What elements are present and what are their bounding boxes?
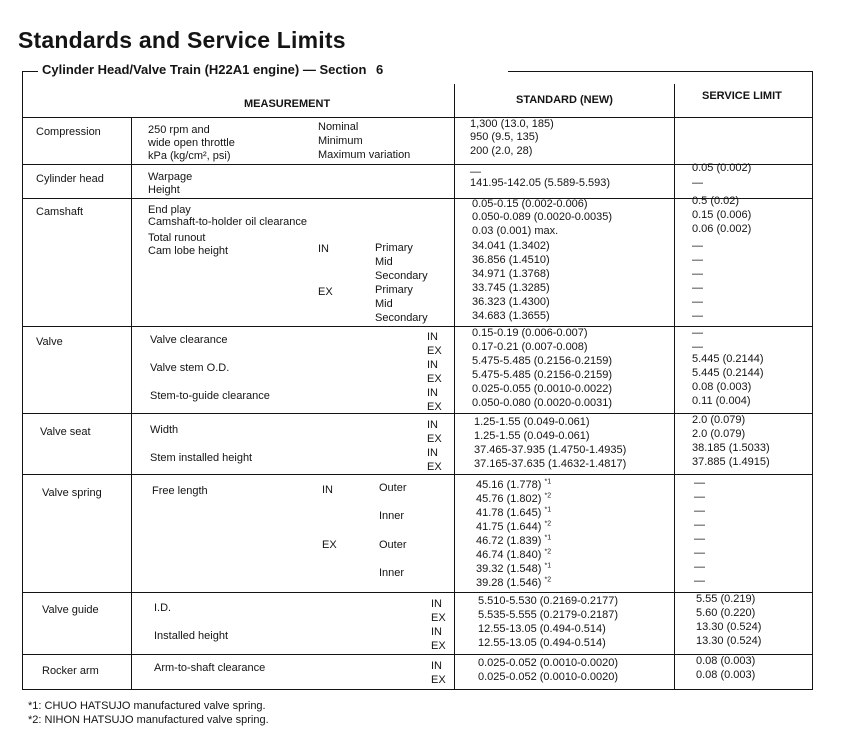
valve-spring-limit: — xyxy=(694,561,705,573)
camshaft-limit: — xyxy=(692,268,703,280)
valve-spring-std: 45.76 (1.802) $^{*2}$ xyxy=(476,492,552,505)
valve-spring-std: 45.16 (1.778) $^{*1}$ xyxy=(476,478,552,491)
valve-guide-item: I.D. xyxy=(154,602,172,614)
row-label-valve-seat: Valve seat xyxy=(40,426,91,438)
rocker-arm-std: 0.025-0.052 (0.0010-0.0020) xyxy=(478,671,619,683)
valve-side: EX xyxy=(427,345,442,357)
row-divider xyxy=(22,654,813,655)
header-standard: STANDARD (NEW) xyxy=(516,94,613,106)
compression-desc: wide open throttle xyxy=(148,137,235,149)
valve-guide-limit: 13.30 (0.524) xyxy=(696,621,762,633)
cylinder-head-item: Warpage xyxy=(148,171,193,183)
rocker-arm-side: EX xyxy=(431,674,446,686)
valve-limit: — xyxy=(692,341,703,353)
camshaft-item: Cam lobe height xyxy=(148,245,229,257)
cylinder-head-item: Height xyxy=(148,184,180,196)
valve-std: 5.475-5.485 (0.2156-0.2159) xyxy=(472,355,613,367)
row-label-valve: Valve xyxy=(36,336,63,348)
valve-seat-side: EX xyxy=(427,433,442,445)
valve-seat-item: Width xyxy=(150,424,179,436)
camshaft-limit: — xyxy=(692,296,703,308)
valve-spring-side-in: IN xyxy=(322,484,333,496)
valve-seat-limit: 37.885 (1.4915) xyxy=(692,456,770,468)
row-divider xyxy=(22,474,813,475)
camshaft-limit: 0.5 (0.02) xyxy=(692,195,740,207)
cam-lobe: Secondary xyxy=(375,312,428,324)
camshaft-side-ex: EX xyxy=(318,286,333,298)
compression-desc: 250 rpm and xyxy=(148,124,210,136)
compression-label: Nominal xyxy=(318,121,359,133)
rocker-arm-limit: 0.08 (0.003) xyxy=(696,655,756,667)
rocker-arm-side: IN xyxy=(431,660,442,672)
row-label-compression: Compression xyxy=(36,126,101,138)
column-divider xyxy=(674,84,675,690)
valve-side: IN xyxy=(427,359,438,371)
table-subtitle: Cylinder Head/Valve Train (H22A1 engine) — Section 6 xyxy=(38,62,387,78)
footnote: *1: CHUO HATSUJO manufactured valve spring. xyxy=(28,700,266,712)
valve-spring-limit: — xyxy=(694,505,705,517)
valve-guide-std: 5.535-5.555 (0.2179-0.2187) xyxy=(478,609,619,621)
compression-std: 950 (9.5, 135) xyxy=(470,131,539,143)
camshaft-item: End play xyxy=(148,204,191,216)
valve-side: EX xyxy=(427,373,442,385)
camshaft-std: 34.683 (1.3655) xyxy=(472,310,550,322)
valve-limit: 0.11 (0.004) xyxy=(692,395,751,407)
camshaft-std: 36.323 (1.4300) xyxy=(472,296,550,308)
cam-lobe: Secondary xyxy=(375,270,428,282)
compression-std: 200 (2.0, 28) xyxy=(470,145,533,157)
valve-std: 0.025-0.055 (0.0010-0.0022) xyxy=(472,383,613,395)
valve-limit: 5.445 (0.2144) xyxy=(692,367,764,379)
valve-spring-std: 46.74 (1.840) $^{*2}$ xyxy=(476,548,552,561)
valve-seat-limit: 38.185 (1.5033) xyxy=(692,442,770,454)
camshaft-std: 0.05-0.15 (0.002-0.006) xyxy=(472,198,588,210)
page-title: Standards and Service Limits xyxy=(18,27,346,53)
valve-guide-side: IN xyxy=(431,626,442,638)
spring-type: Inner xyxy=(379,567,405,579)
valve-spring-limit: — xyxy=(694,533,705,545)
valve-spring-std: 41.78 (1.645) $^{*1}$ xyxy=(476,506,552,519)
table-bottom-border xyxy=(22,689,813,690)
valve-side: EX xyxy=(427,401,442,413)
valve-guide-limit: 5.55 (0.219) xyxy=(696,593,756,605)
row-label-cylinder-head: Cylinder head xyxy=(36,173,104,185)
camshaft-std: 34.971 (1.3768) xyxy=(472,268,550,280)
camshaft-limit: — xyxy=(692,254,703,266)
valve-guide-limit: 13.30 (0.524) xyxy=(696,635,762,647)
cam-lobe: Primary xyxy=(375,242,413,254)
table-top-border xyxy=(22,71,38,72)
compression-desc: kPa (kg/cm², psi) xyxy=(148,150,231,162)
valve-std: 0.15-0.19 (0.006-0.007) xyxy=(472,327,588,339)
rocker-arm-item: Arm-to-shaft clearance xyxy=(154,662,266,674)
valve-spring-limit: — xyxy=(694,547,705,559)
spring-type: Outer xyxy=(379,539,407,551)
valve-seat-side: IN xyxy=(427,447,438,459)
valve-seat-limit: 2.0 (0.079) xyxy=(692,428,746,440)
valve-limit: 5.445 (0.2144) xyxy=(692,353,764,365)
cylinder-head-std: — xyxy=(470,166,481,178)
valve-spring-limit: — xyxy=(694,575,705,587)
valve-spring-limit: — xyxy=(694,519,705,531)
valve-side: IN xyxy=(427,387,438,399)
row-divider xyxy=(22,117,813,118)
camshaft-std: 0.050-0.089 (0.0020-0.0035) xyxy=(472,211,613,223)
valve-limit: — xyxy=(692,327,703,339)
rocker-arm-limit: 0.08 (0.003) xyxy=(696,669,756,681)
valve-seat-std: 1.25-1.55 (0.049-0.061) xyxy=(474,430,590,442)
camshaft-item: Camshaft-to-holder oil clearance xyxy=(148,216,307,228)
camshaft-limit: — xyxy=(692,282,703,294)
valve-std: 0.050-0.080 (0.0020-0.0031) xyxy=(472,397,613,409)
cam-lobe: Primary xyxy=(375,284,413,296)
valve-seat-item: Stem installed height xyxy=(150,452,253,464)
compression-std: 1,300 (13.0, 185) xyxy=(470,118,554,130)
row-divider xyxy=(22,592,813,593)
spring-type: Inner xyxy=(379,510,405,522)
valve-seat-side: EX xyxy=(427,461,442,473)
valve-item: Stem-to-guide clearance xyxy=(150,390,270,402)
cylinder-head-std: 141.95-142.05 (5.589-5.593) xyxy=(470,177,611,189)
valve-guide-std: 12.55-13.05 (0.494-0.514) xyxy=(478,637,606,649)
column-divider xyxy=(131,118,132,690)
valve-limit: 0.08 (0.003) xyxy=(692,381,752,393)
camshaft-item: Total runout xyxy=(148,232,206,244)
valve-spring-std: 41.75 (1.644) $^{*2}$ xyxy=(476,520,552,533)
valve-seat-std: 1.25-1.55 (0.049-0.061) xyxy=(474,416,590,428)
valve-spring-std: 39.28 (1.546) $^{*2}$ xyxy=(476,576,552,589)
valve-std: 0.17-0.21 (0.007-0.008) xyxy=(472,341,588,353)
valve-seat-std: 37.465-37.935 (1.4750-1.4935) xyxy=(474,444,627,456)
valve-seat-limit: 2.0 (0.079) xyxy=(692,414,746,426)
camshaft-std: 36.856 (1.4510) xyxy=(472,254,550,266)
camshaft-limit: 0.06 (0.002) xyxy=(692,223,752,235)
valve-guide-side: EX xyxy=(431,640,446,652)
table-top-border xyxy=(508,71,812,72)
header-measurement: MEASUREMENT xyxy=(244,98,331,110)
camshaft-limit: — xyxy=(692,310,703,322)
cam-lobe: Mid xyxy=(375,256,393,268)
valve-guide-item: Installed height xyxy=(154,630,228,642)
camshaft-std: 34.041 (1.3402) xyxy=(472,240,550,252)
valve-side: IN xyxy=(427,331,438,343)
valve-guide-side: IN xyxy=(431,598,442,610)
spring-type: Outer xyxy=(379,482,407,494)
camshaft-limit: 0.15 (0.006) xyxy=(692,209,752,221)
footnote: *2: NIHON HATSUJO manufactured valve spring. xyxy=(28,714,269,726)
camshaft-side-in: IN xyxy=(318,243,329,255)
cam-lobe: Mid xyxy=(375,298,393,310)
compression-label: Maximum variation xyxy=(318,149,411,161)
compression-label: Minimum xyxy=(318,135,363,147)
row-label-camshaft: Camshaft xyxy=(36,206,84,218)
header-service-limit: SERVICE LIMIT xyxy=(702,90,782,102)
camshaft-limit: — xyxy=(692,240,703,252)
valve-spring-item: Free length xyxy=(152,485,208,497)
row-label-rocker-arm: Rocker arm xyxy=(42,665,99,677)
valve-spring-limit: — xyxy=(694,477,705,489)
valve-item: Valve clearance xyxy=(150,334,228,346)
column-divider xyxy=(454,84,455,690)
valve-guide-std: 12.55-13.05 (0.494-0.514) xyxy=(478,623,606,635)
valve-spring-limit: — xyxy=(694,491,705,503)
valve-item: Valve stem O.D. xyxy=(150,362,230,374)
valve-spring-std: 46.72 (1.839) $^{*1}$ xyxy=(476,534,552,547)
row-label-valve-spring: Valve spring xyxy=(42,487,102,499)
valve-std: 5.475-5.485 (0.2156-0.2159) xyxy=(472,369,613,381)
rocker-arm-std: 0.025-0.052 (0.0010-0.0020) xyxy=(478,657,619,669)
camshaft-std: 0.03 (0.001) max. xyxy=(472,225,559,237)
valve-guide-std: 5.510-5.530 (0.2169-0.2177) xyxy=(478,595,619,607)
valve-guide-limit: 5.60 (0.220) xyxy=(696,607,756,619)
valve-seat-side: IN xyxy=(427,419,438,431)
valve-guide-side: EX xyxy=(431,612,446,624)
valve-spring-std: 39.32 (1.548) $^{*1}$ xyxy=(476,562,552,575)
cylinder-head-limit: 0.05 (0.002) xyxy=(692,162,752,174)
cylinder-head-limit: — xyxy=(692,177,703,189)
row-label-valve-guide: Valve guide xyxy=(42,604,99,616)
valve-seat-std: 37.165-37.635 (1.4632-1.4817) xyxy=(474,458,627,470)
valve-spring-side-ex: EX xyxy=(322,539,337,551)
camshaft-std: 33.745 (1.3285) xyxy=(472,282,550,294)
